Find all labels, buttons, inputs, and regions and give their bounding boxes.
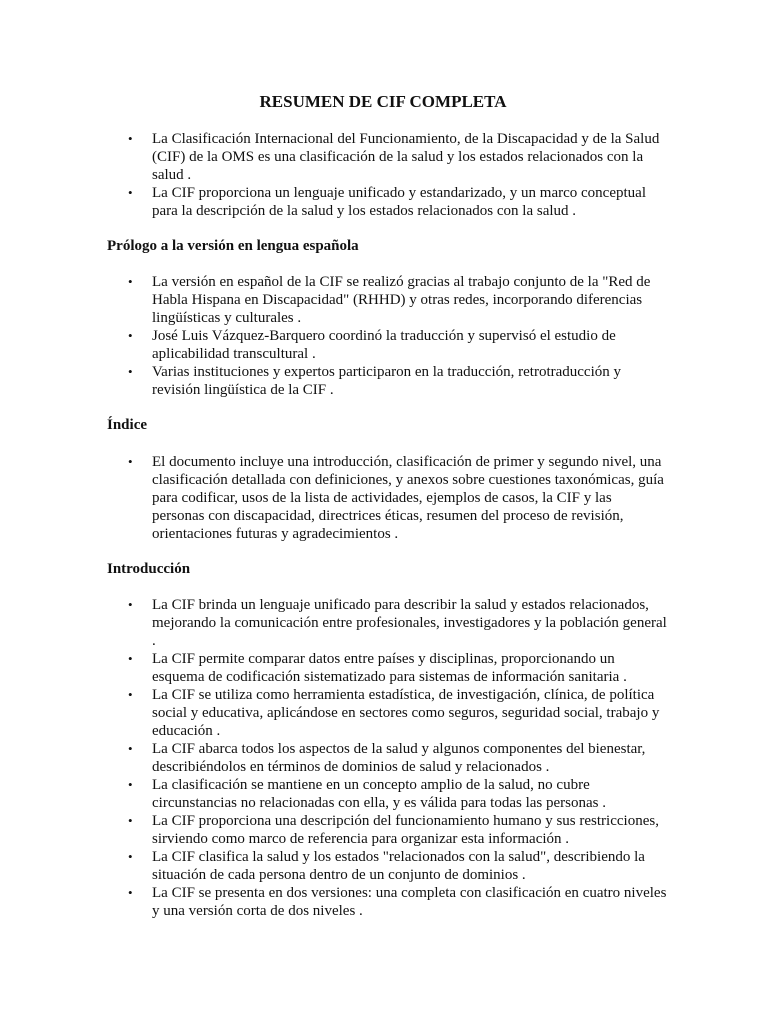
document-title: RESUMEN DE CIF COMPLETA [259, 92, 507, 111]
introduccion-bullet-list [107, 596, 667, 920]
list-item-text: La CIF permite comparar datos entre países y disciplinas, proporcionando un esquema de codificación sistematizado para sistemas de información sanitaria . [152, 651, 627, 685]
list-item [107, 740, 667, 776]
bullet-icon: • [128, 813, 133, 828]
list-item [107, 130, 667, 184]
list-item-text: La CIF brinda un lenguaje unificado para describir la salud y estados relacionados, mejorando la comunicación entre profesionales, investigadores y la población general . [152, 597, 667, 649]
list-item-text: La CIF proporciona una descripción del funcionamiento humano y sus restricciones, sirviendo como marco de referencia para organizar esta información . [152, 813, 659, 847]
list-item [107, 327, 667, 363]
list-item-text: La CIF clasifica la salud y los estados "relacionados con la salud", describiendo la situación de cada persona dentro de un conjunto de dominios . [152, 849, 645, 883]
list-item [107, 596, 667, 650]
list-item [107, 363, 667, 399]
list-item-text: La CIF abarca todos los aspectos de la salud y algunos componentes del bienestar, describiéndolos en términos de dominios de salud y relacionados . [152, 741, 646, 775]
list-item [107, 848, 667, 884]
bullet-icon: • [128, 454, 133, 469]
list-item-text: La CIF se presenta en dos versiones: una completa con clasificación en cuatro niveles y una versión corta de dos niveles . [152, 885, 667, 919]
list-item [107, 812, 667, 848]
list-item-text: La CIF se utiliza como herramienta estadística, de investigación, clínica, de política social y educativa, aplicándose en sectores como seguros, seguridad social, trabajo y educación . [152, 687, 660, 739]
bullet-icon: • [128, 328, 133, 343]
bullet-icon: • [128, 885, 133, 900]
bullet-icon: • [128, 131, 133, 146]
list-item-text: El documento incluye una introducción, clasificación de primer y segundo nivel, una clasificación detallada con definiciones, y anexos sobre cuestiones taxonómicas, guía para codificar, usos de la lista de actividades, ejemplos de casos, la CIF y las personas con discapacidad, directrices éticas, resumen del proceso de revisión, orientaciones futuras y agradecimientos . [152, 454, 664, 542]
bullet-icon: • [128, 777, 133, 792]
section-heading-prologo: Prólogo a la versión en lengua española [107, 238, 359, 254]
section-heading-introduccion: Introducción [107, 561, 191, 577]
list-item-text: La Clasificación Internacional del Funcionamiento, de la Discapacidad y de la Salud (CIF) de la OMS es una clasificación de la salud y los estados relacionados con la salud . [152, 131, 660, 183]
bullet-icon: • [128, 185, 133, 200]
list-item [107, 686, 667, 740]
prologo-bullet-list [107, 273, 667, 399]
list-item-text: La CIF proporciona un lenguaje unificado y estandarizado, y un marco conceptual para la descripción de la salud y los estados relacionados con la salud . [152, 185, 646, 219]
list-item [107, 776, 667, 812]
list-item-text: La clasificación se mantiene en un concepto amplio de la salud, no cubre circunstancias no relacionadas con ella, y es válida para todas las personas . [152, 777, 606, 811]
indice-bullet-list [107, 453, 667, 543]
bullet-icon: • [128, 364, 133, 379]
list-item [107, 453, 667, 543]
list-item [107, 650, 667, 686]
bullet-icon: • [128, 687, 133, 702]
list-item [107, 273, 667, 327]
intro-bullet-list [107, 130, 667, 220]
bullet-icon: • [128, 741, 133, 756]
bullet-icon: • [128, 597, 133, 612]
bullet-icon: • [128, 274, 133, 289]
bullet-icon: • [128, 849, 133, 864]
list-item [107, 884, 667, 920]
list-item [107, 184, 667, 220]
list-item-text: José Luis Vázquez-Barquero coordinó la traducción y supervisó el estudio de aplicabilidad transcultural . [152, 328, 616, 362]
list-item-text: Varias instituciones y expertos participaron en la traducción, retrotraducción y revisión lingüística de la CIF . [152, 364, 621, 398]
list-item-text: La versión en español de la CIF se realizó gracias al trabajo conjunto de la "Red de Habla Hispana en Discapacidad" (RHHD) y otras redes, incorporando diferencias lingüísticas y culturales . [152, 274, 651, 326]
section-heading-indice: Índice [107, 417, 148, 433]
bullet-icon: • [128, 651, 133, 666]
